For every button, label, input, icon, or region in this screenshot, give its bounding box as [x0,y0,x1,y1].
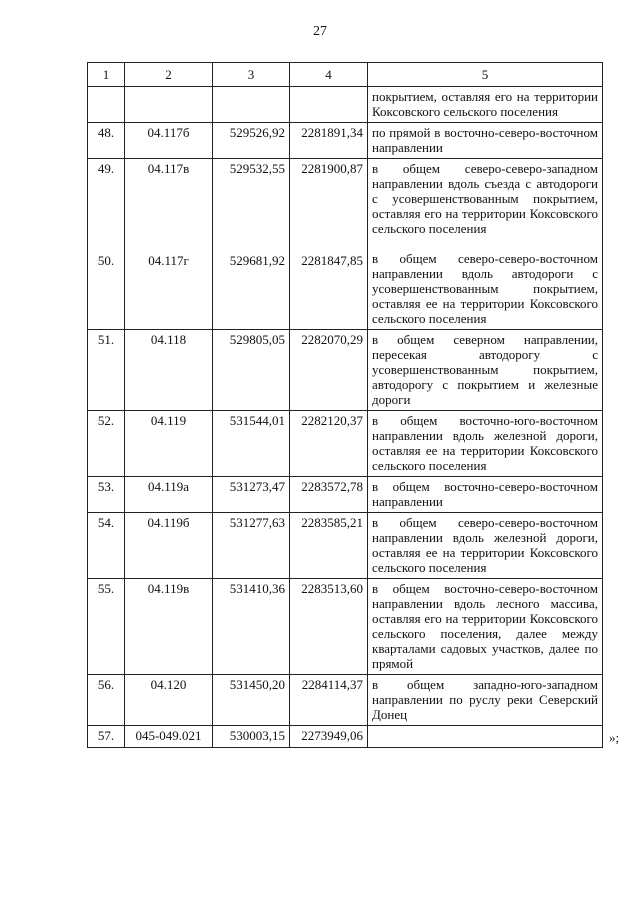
point-id: 04.117б [125,123,213,159]
row-number: 53. [88,477,125,513]
point-id: 04.119а [125,477,213,513]
coord-y: 2283513,60 [290,579,368,675]
coord-y: 2273949,06 [290,726,368,748]
point-id: 04.117в [125,159,213,240]
description: по прямой в восточно-северо-восточном направлении [368,123,603,159]
row-number: 57. [88,726,125,748]
table-header-row [88,63,603,87]
coord-y: 2282070,29 [290,330,368,411]
page-number: 27 [313,24,327,39]
description: в общем восточно-юго-восточном направлении вдоль железной дороги, оставляя ее на территории Коксовского сельского поселения [368,411,603,477]
point-id: 045-049.021 [125,726,213,748]
boundary-points-table [87,62,603,748]
description: в общем северо-северо-восточном направлении вдоль железной дороги, оставляя ее на территории Коксовского сельского поселения [368,513,603,579]
row-number: 56. [88,675,125,726]
table-row [88,239,603,330]
description: в общем северо-северо-восточном направлении вдоль автодороги с усовершенствованным покрытием, оставляя ее на территории Коксовского сельского поселения [368,239,603,330]
column-header: 2 [125,63,213,87]
description: в общем восточно-северо-восточном направлении вдоль лесного массива, оставляя его на территории Коксовского сельского поселения, далее между кварталами садовых участков, далее по прямой [368,579,603,675]
table-row [88,330,603,411]
coord-x: 529532,55 [213,159,290,240]
coord-y: 2282120,37 [290,411,368,477]
column-header: 1 [88,63,125,87]
description: в общем восточно-северо-восточном направлении [368,477,603,513]
table-row [88,159,603,240]
closing-quote: »; [609,729,620,745]
point-id: 04.119б [125,513,213,579]
table-row [88,513,603,579]
coord-x: 529681,92 [213,239,290,330]
description: в общем северном направлении, пересекая автодорогу с усовершенствованным покрытием, автодорогу с покрытием и железные дороги [368,330,603,411]
coord-y: 2281891,34 [290,123,368,159]
coord-y: 2284114,37 [290,675,368,726]
table-row [88,477,603,513]
table-row [88,675,603,726]
row-number: 55. [88,579,125,675]
coord-x: 531410,36 [213,579,290,675]
row-number: 51. [88,330,125,411]
point-id: 04.120 [125,675,213,726]
row-number: 52. [88,411,125,477]
point-id: 04.117г [125,239,213,330]
row-number: 54. [88,513,125,579]
coord-x: 529526,92 [213,123,290,159]
table-row [88,579,603,675]
coord-y: 2281847,85 [290,239,368,330]
coord-x: 531277,63 [213,513,290,579]
table-row [88,411,603,477]
row-number: 50. [88,239,125,330]
table-row [88,726,603,748]
continuation-row [88,87,603,123]
table-row [88,123,603,159]
description: в общем северо-северо-западном направлении вдоль съезда с автодороги с усовершенствованным покрытием, оставляя его на территории Коксовского сельского поселения [368,159,603,240]
point-id: 04.119в [125,579,213,675]
description: в общем западно-юго-западном направлении по руслу реки Северский Донец [368,675,603,726]
row-number: 49. [88,159,125,240]
point-id: 04.118 [125,330,213,411]
coord-x: 531544,01 [213,411,290,477]
coord-x: 531273,47 [213,477,290,513]
point-id: 04.119 [125,411,213,477]
coord-y: 2283585,21 [290,513,368,579]
column-header: 4 [290,63,368,87]
column-header: 5 [368,63,603,87]
column-header: 3 [213,63,290,87]
coord-x: 530003,15 [213,726,290,748]
row-number: 48. [88,123,125,159]
coord-y: 2281900,87 [290,159,368,240]
description [368,726,603,748]
coord-x: 529805,05 [213,330,290,411]
coord-y: 2283572,78 [290,477,368,513]
coord-x: 531450,20 [213,675,290,726]
continuation-text: покрытием, оставляя его на территории Коксовского сельского поселения [368,87,603,123]
